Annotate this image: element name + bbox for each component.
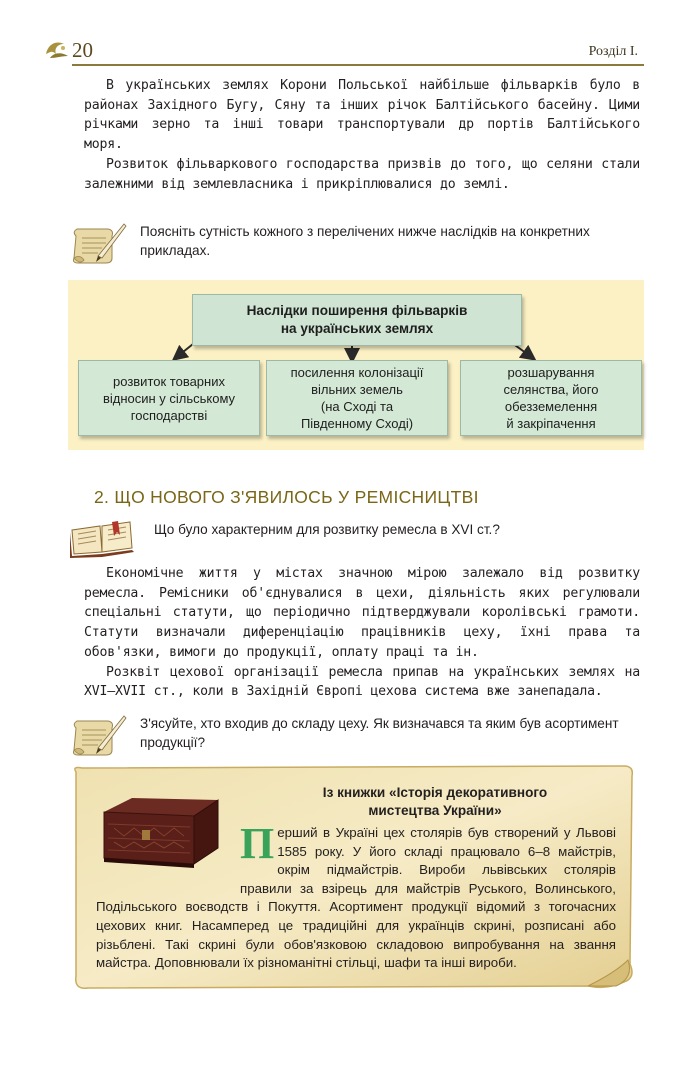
question-block [68, 518, 644, 560]
scheme-box-line: господарстві [130, 407, 208, 423]
open-book-icon [68, 518, 136, 558]
source-title-line-2: мистецтва України» [368, 803, 502, 818]
quill-scroll-icon [68, 714, 128, 760]
source-title [290, 784, 580, 820]
section-heading: 2. ЩО НОВОГО З'ЯВИЛОСЬ У РЕМІСНИЦТВІ [94, 487, 479, 507]
ornament-icon [44, 38, 70, 60]
question-text: Що було характерним для розвитку ремесла в XVI ст.? [154, 522, 500, 537]
intro-text [84, 76, 640, 194]
section-2-paragraph-2: Розквіт цехової організації ремесла припав на українських землях на XVI–XVII ст., коли в Західній Європі цехова система вже занепадала. [84, 664, 640, 700]
scheme-box-line: вільних земель [311, 382, 403, 397]
header-rule [72, 64, 644, 66]
section-2-paragraph-1: Економічне життя у містах значною мірою залежало від розвитку ремесла. Ремісники об'єднувалися в цехи, діяльність яких регулювали спеціальні статути, що періодично підтверджували королівські грамоти. Статути визначали диференціацію працівників цеху, їхні права та обов'язки, вимоги до продукції, оплату праці та ін. [84, 566, 640, 660]
scheme-box-line: розвиток товарних [113, 373, 225, 389]
scheme-box-line: Південному Сході) [300, 416, 414, 431]
scheme-title-line-1: Наслідки поширення фільварків [246, 303, 468, 318]
scheme-box-line: розшарування [507, 365, 595, 380]
drop-cap: П [240, 819, 275, 868]
source-text [96, 819, 616, 973]
image-spacer [96, 824, 240, 896]
task-2-text: З'ясуйте, хто входив до складу цеху. Як визначався та яким був асортимент продукції? [140, 716, 619, 750]
consequences-scheme [68, 280, 644, 450]
section-2-text [84, 564, 640, 702]
scheme-box-line: й закріпачення [506, 416, 596, 431]
section-label: Розділ I. [588, 44, 638, 59]
task-1 [68, 222, 644, 268]
scheme-box-stratification [460, 360, 642, 436]
intro-paragraph-1: В українських землях Корони Польської найбільше фільварків було в районах Західного Бугу, Сяну та інших річок Балтійського басейну. Цими річками зерно та інші товари транспортували др портів Балтійського моря. [84, 78, 640, 153]
intro-paragraph-2: Розвиток фільваркового господарства призвів до того, що селяни стали залежними від землевласника і прикріплювалися до землі. [84, 156, 640, 192]
scheme-box-line: обезземелення [504, 399, 598, 414]
scheme-box-line: (на Сході та [320, 399, 394, 414]
scheme-title [192, 294, 522, 346]
scheme-box-line: відносин у сільському [102, 390, 236, 406]
source-excerpt [68, 764, 640, 994]
scheme-box-line: посилення колонізації [290, 365, 424, 380]
task-2 [68, 714, 644, 760]
source-body: ерший в Україні цех столярів був створений у Львові 1585 року. У його складі працювало 6–8 майстрів, окрім підмайстрів. Вироби львівських столярів правили за взірець для майстрів Руського, Волинського, Подільського воєводств і Покуття. Асортимент продукції відомий з тогочасних цехових книг. Насамперед це традиційні для українців скрині, розписані або різьблені. Такі скрині були обов'язковою складовою випробування на звання майстра. Доповнювали їх різноманітні стільці, шафи та інші вироби. [96, 825, 616, 971]
task-1-text: Поясніть сутність кожного з перелічених нижче наслідків на конкретних прикладах. [140, 224, 590, 258]
page-number: 20 [72, 38, 93, 62]
scheme-box-trade-relations [78, 360, 260, 436]
quill-scroll-icon [68, 222, 128, 268]
source-title-line-1: Із книжки «Історія декоративного [322, 785, 548, 800]
scheme-box-colonization [266, 360, 448, 436]
scheme-box-line: селянства, його [503, 382, 599, 397]
scheme-title-line-2: на українських землях [280, 321, 434, 336]
page-header [44, 34, 644, 70]
